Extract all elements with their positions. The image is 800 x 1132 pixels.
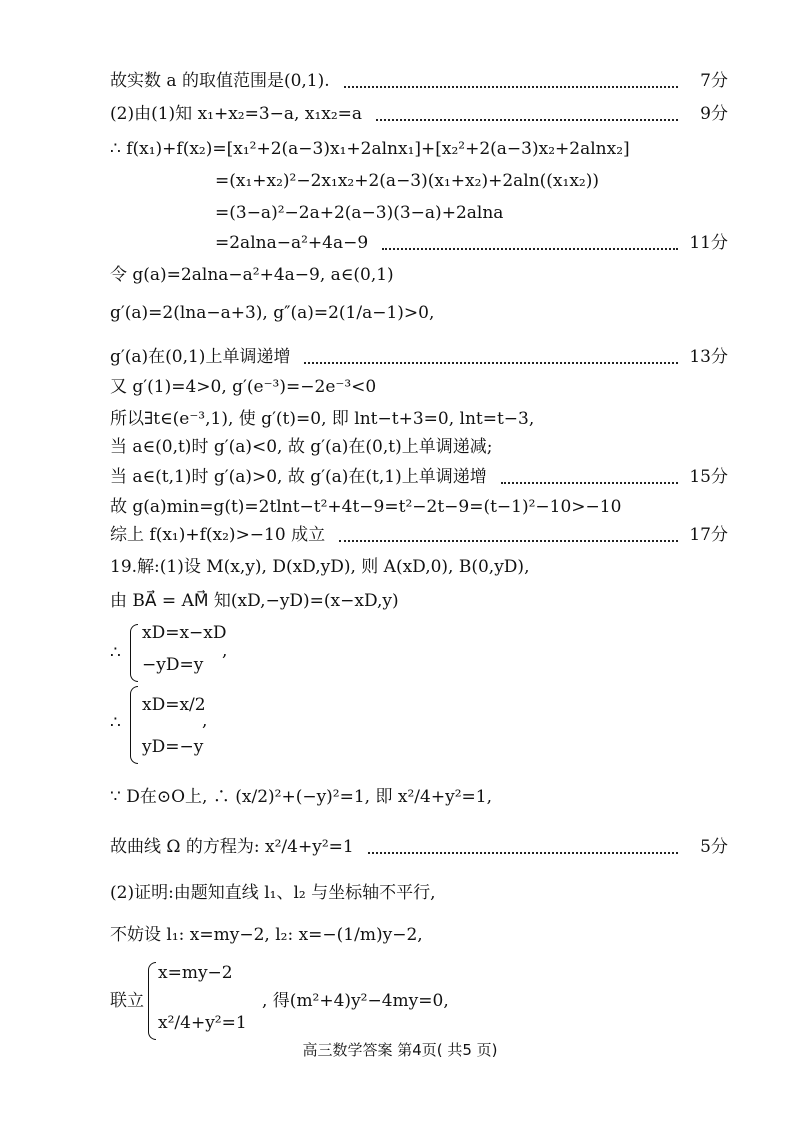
page-footer: 高三数学答案 第4页( 共5 页) (302, 1041, 498, 1059)
line-text: 又 g′(1)=4>0, g′(e⁻³)=−2e⁻³<0 (110, 377, 377, 397)
line-text: 不妨设 l₁: x=my−2, l₂: x=−(1/m)y−2, (110, 925, 423, 945)
brace-icon (130, 686, 138, 764)
line-text: 令 g(a)=2alna−a²+4a−9, a∈(0,1) (110, 265, 394, 285)
solution-line-3 (110, 132, 728, 166)
brace-icon (148, 962, 156, 1040)
line-text: 19.解:(1)设 M(x,y), D(xD,yD), 则 A(xD,0), B(0,yD), (110, 557, 530, 577)
system-row-1: xD=x/2 (142, 695, 206, 715)
solution-line-assume (110, 918, 728, 952)
line-text: ∴ f(x₁)+f(x₂)=[x₁²+2(a−3)x₁+2alnx₁]+[x₂²+2(a−3)x₂+2alnx₂] (110, 139, 630, 159)
dot-leader (304, 362, 678, 364)
solution-line-1 (110, 64, 728, 98)
system-row-2: yD=−y (142, 737, 204, 757)
system-lead: ∴ (110, 713, 121, 733)
line-text: g′(a)=2(lna−a+3), g″(a)=2(1/a−1)>0, (110, 303, 435, 323)
solution-line-8 (110, 296, 728, 330)
dot-leader (501, 482, 678, 484)
line-text: g′(a)在(0,1)上单调递增 (110, 347, 291, 367)
solution-line-proof (110, 876, 728, 910)
solution-line-4 (215, 164, 728, 198)
system-tail: , (202, 711, 208, 731)
line-text: 故实数 a 的取值范围是(0,1). (110, 71, 330, 91)
score-label: 13分 (689, 347, 728, 367)
dot-leader (339, 540, 678, 542)
line-text: 故曲线 Ω 的方程为: x²/4+y²=1 (110, 837, 354, 857)
solution-line-12 (110, 430, 728, 464)
system-row-2: x²/4+y²=1 (158, 1013, 247, 1033)
score-label: 5分 (700, 837, 728, 857)
system-row-1: x=my−2 (158, 963, 233, 983)
solution-line-10 (110, 370, 728, 404)
system-lead: ∴ (110, 643, 121, 663)
system-tail: , 得(m²+4)y²−4my=0, (262, 991, 449, 1011)
solution-line-6 (215, 226, 728, 260)
line-text: =(x₁+x₂)²−2x₁x₂+2(a−3)(x₁+x₂)+2aln((x₁x₂)) (215, 171, 599, 191)
line-text: 综上 f(x₁)+f(x₂)>−10 成立 (110, 525, 326, 545)
line-text: ∵ D在⊙O上, ∴ (x/2)²+(−y)²=1, 即 x²/4+y²=1, (110, 787, 492, 807)
score-label: 17分 (689, 525, 728, 545)
line-text: 所以∃t∈(e⁻³,1), 使 g′(t)=0, 即 lnt−t+3=0, lnt=t−3, (110, 409, 535, 429)
solution-line-16 (110, 550, 728, 584)
solution-line-2 (110, 97, 728, 131)
dot-leader (382, 248, 678, 250)
line-text: (2)由(1)知 x₁+x₂=3−a, x₁x₂=a (110, 104, 363, 124)
solution-line-7 (110, 258, 728, 292)
line-text: 当 a∈(0,t)时 g′(a)<0, 故 g′(a)在(0,t)上单调递减; (110, 437, 493, 457)
system-lead: 联立 (110, 991, 144, 1011)
dot-leader (376, 119, 678, 121)
brace-icon (130, 624, 138, 682)
dot-leader (344, 86, 678, 88)
solution-line-17 (110, 584, 728, 618)
solution-line-curve-equation (110, 830, 728, 864)
system-tail: , (222, 641, 228, 661)
solution-line-d-on-circle (110, 780, 728, 814)
line-text: 故 g(a)min=g(t)=2tlnt−t²+4t−9=t²−2t−9=(t−1)²−10>−10 (110, 497, 622, 517)
line-text: 当 a∈(t,1)时 g′(a)>0, 故 g′(a)在(t,1)上单调递增 (110, 467, 487, 487)
solution-line-5 (215, 196, 728, 230)
system-row-1: xD=x−xD (142, 623, 227, 643)
system-row-2: −yD=y (142, 655, 204, 675)
score-label: 15分 (689, 467, 728, 487)
line-text: =2alna−a²+4a−9 (215, 233, 369, 253)
solution-line-15 (110, 518, 728, 552)
line-text: 由 BA⃗ = AM⃗ 知(xD,−yD)=(x−xD,y) (110, 591, 399, 611)
solution-line-13 (110, 460, 728, 494)
dot-leader (368, 852, 678, 854)
line-text: (2)证明:由题知直线 l₁、l₂ 与坐标轴不平行, (110, 883, 436, 903)
score-label: 9分 (700, 104, 728, 124)
solution-line-9 (110, 340, 728, 374)
line-text: =(3−a)²−2a+2(a−3)(3−a)+2alna (215, 203, 504, 223)
score-label: 11分 (689, 233, 728, 253)
score-label: 7分 (700, 71, 728, 91)
